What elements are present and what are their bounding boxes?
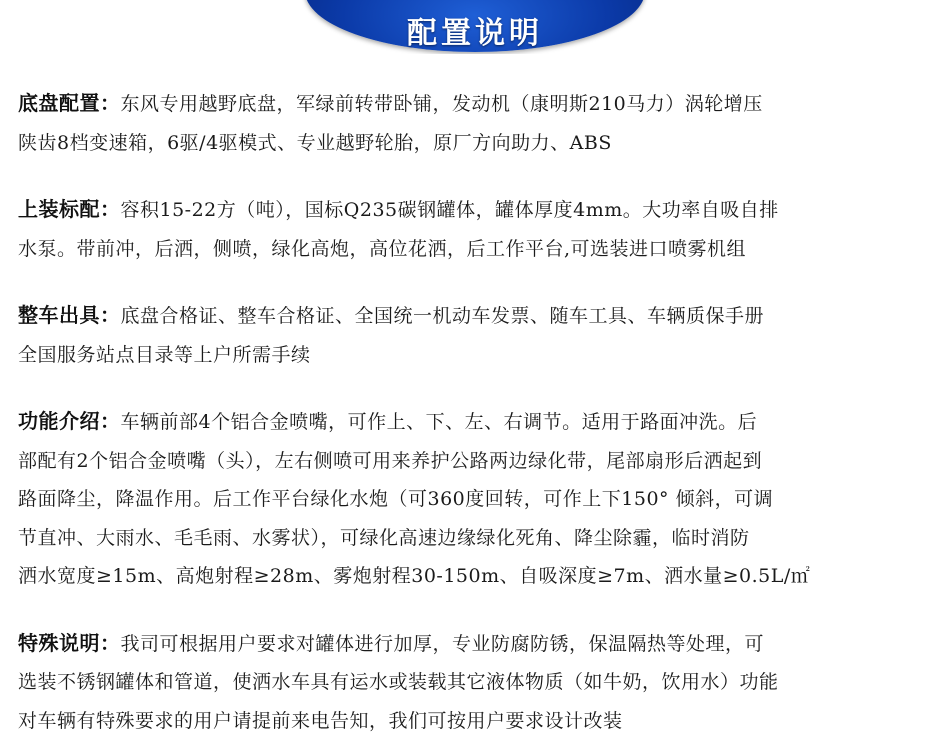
section-chassis [18,84,938,162]
section-line [18,296,938,336]
section-line: 水泵。带前冲，后洒，侧喷，绿化高炮，高位花洒，后工作平台,可选装进口喷雾机组 [18,237,747,260]
section-label: 底盘配置： [18,91,121,115]
section-text: 车辆前部4个铝合金喷嘴，可作上、下、左、右调节。适用于路面冲洗。后 [120,411,758,433]
section-body-standard [18,190,938,268]
section-line: 对车辆有特殊要求的用户请提前来电告知，我们可按用户要求设计改装 [18,709,623,732]
section-line [18,190,938,230]
section-line: 选装不锈钢罐体和管道，使洒水车具有运水或装载其它液体物质（如牛奶，饮用水）功能 [18,671,779,693]
section-text: 容积15-22方（吨），国标Q235碳钢罐体，罐体厚度4mm。大功率自吸自排 [120,199,779,221]
section-line: 部配有2个铝合金喷嘴（头），左右侧喷可用来养护公路两边绿化带，尾部扇形后洒起到 [18,449,763,472]
section-label: 整车出具： [18,303,121,327]
section-line [18,402,938,442]
section-line: 节直冲、大雨水、毛毛雨、水雾状），可绿化高速边缘绿化死角、降尘除霾，临时消防 [18,526,750,549]
banner-title: 配置说明 [407,16,543,51]
config-sections [18,84,938,740]
section-text: 底盘合格证、整车合格证、全国统一机动车发票、随车工具、车辆质保手册 [120,305,765,327]
section-label: 上装标配： [18,197,121,221]
section-line [18,84,938,124]
section-line: 洒水宽度≥15m、高炮射程≥28m、雾炮射程30-150m、自吸深度≥7m、洒水量≥0.5L/㎡ [18,565,811,587]
section-line: 路面降尘，降温作用。后工作平台绿化水炮（可360度回转，可作上下150° 倾斜，可调 [18,488,774,510]
section-text: 东风专用越野底盘，军绿前转带卧铺，发动机（康明斯210马力）涡轮增压 [120,93,763,115]
section-label: 功能介绍： [18,409,121,433]
section-functions [18,402,938,596]
section-line [18,624,938,664]
section-documents [18,296,938,374]
section-special-notes [18,624,938,741]
header-banner [0,0,950,54]
section-line: 陕齿8档变速箱，6驱/4驱模式、专业越野轮胎，原厂方向助力、ABS [18,131,612,154]
section-text: 我司可根据用户要求对罐体进行加厚，专业防腐防锈，保温隔热等处理，可 [120,632,765,655]
section-line: 全国服务站点目录等上户所需手续 [18,343,311,366]
section-label: 特殊说明： [18,630,121,655]
